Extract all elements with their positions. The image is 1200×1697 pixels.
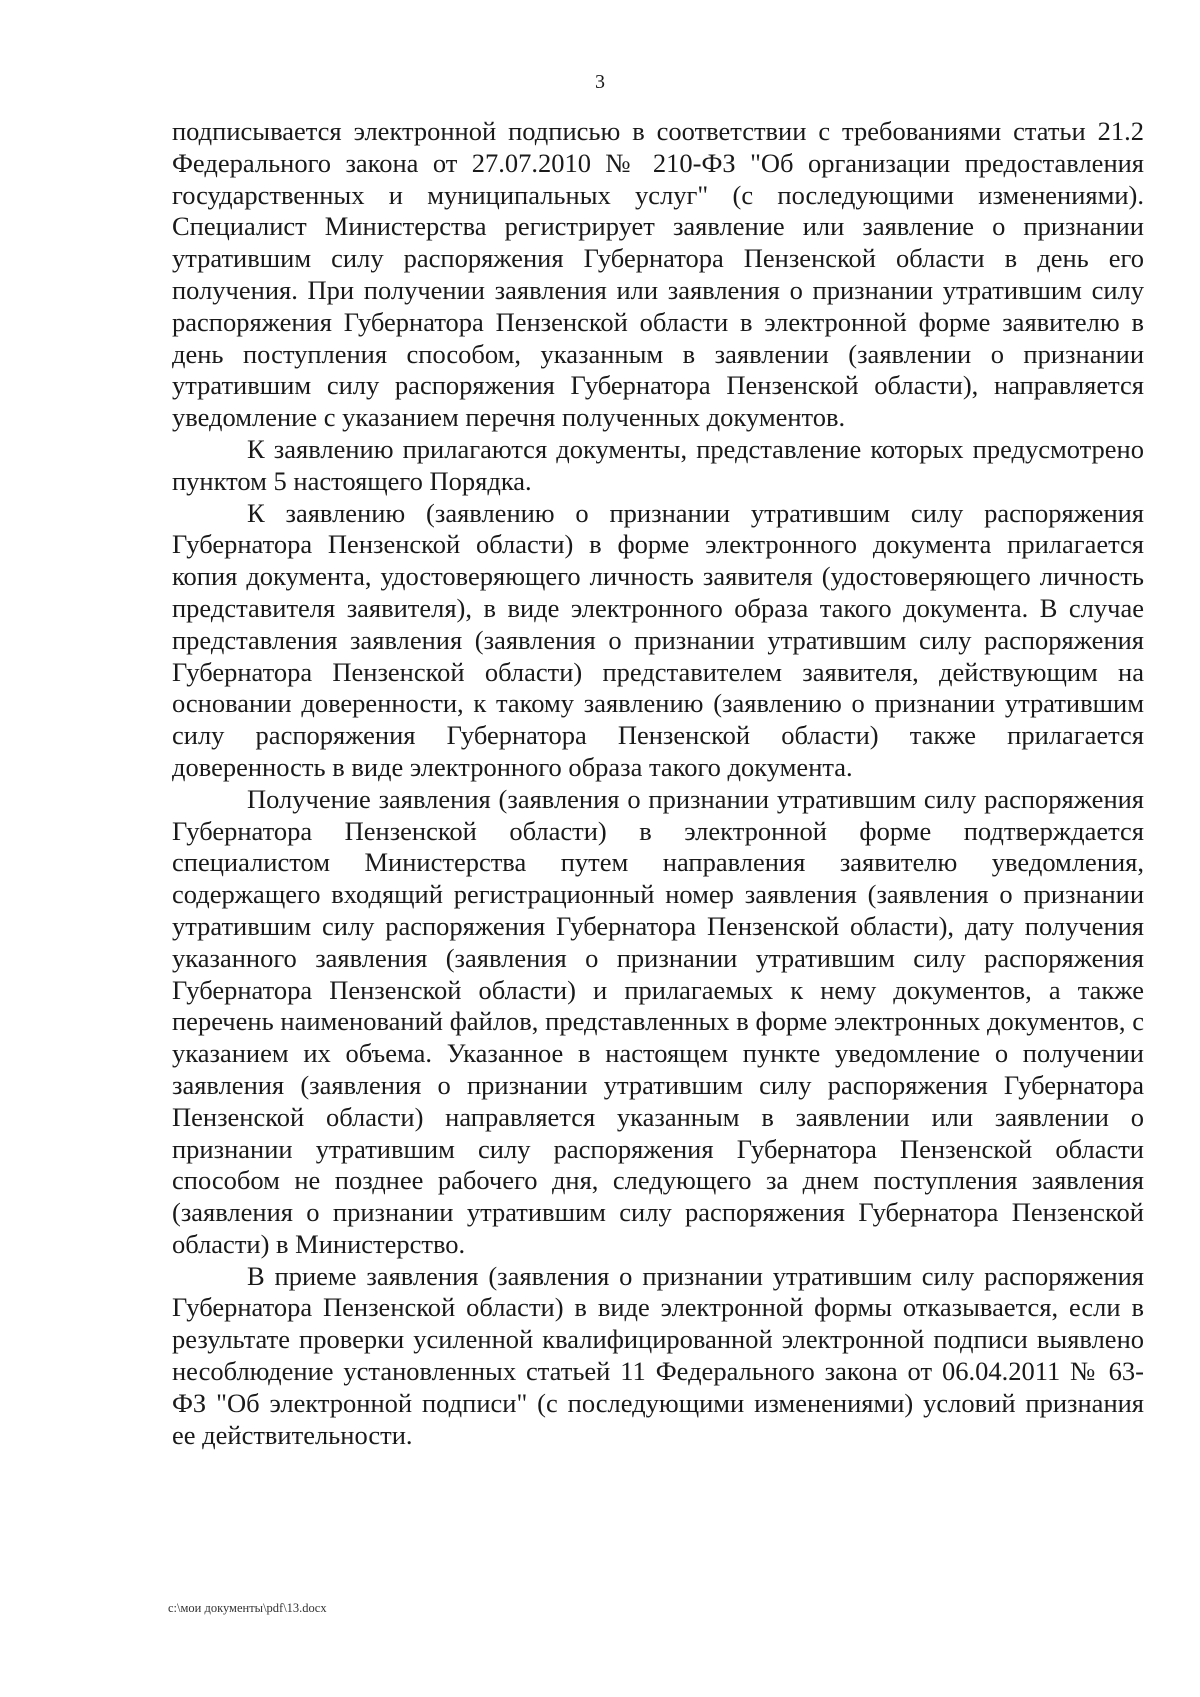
footer-file-path: c:\мои документы\pdf\13.docx (168, 1601, 327, 1615)
paragraph-1: подписывается электронной подписью в соответствии с требованиями статьи 21.2 Федерального закона от 27.07.2010 № 210-ФЗ "Об организации предоставления государственных и муниципальных услуг" (с последующими изменениями). Специалист Министерства регистрирует заявление или заявление о признании утратившим силу распоряжения Губернатора Пензенской области в день его получения. При получении заявления или заявления о признании утратившим силу распоряжения Губернатора Пензенской области в электронной форме заявителю в день поступления способом, указанным в заявлении (заявлении о признании утратившим силу распоряжения Губернатора Пензенской области), направляется уведомление с указанием перечня полученных документов. (172, 116, 1144, 433)
page-number: 3 (595, 71, 605, 93)
paragraph-2: К заявлению прилагаются документы, представление которых предусмотрено пунктом 5 настоящего Порядка. (172, 433, 1144, 496)
paragraph-3: К заявлению (заявлению о признании утратившим силу распоряжения Губернатора Пензенской области) в форме электронного документа прилагается копия документа, удостоверяющего личность заявителя (удостоверяющего личность представителя заявителя), в виде электронного образа такого документа. В случае представления заявления (заявления о признании утратившим силу распоряжения Губернатора Пензенской области) представителем заявителя, действующим на основании доверенности, к такому заявлению (заявлению о признании утратившим силу распоряжения Губернатора Пензенской области) также прилагается доверенность в виде электронного образа такого документа. (172, 497, 1144, 782)
paragraph-4: Получение заявления (заявления о признании утратившим силу распоряжения Губернатора Пензенской области) в электронной форме подтверждается специалистом Министерства путем направления заявителю уведомления, содержащего входящий регистрационный номер заявления (заявления о признании утратившим силу распоряжения Губернатора Пензенской области), дату получения указанного заявления (заявления о признании утратившим силу распоряжения Губернатора Пензенской области) и прилагаемых к нему документов, а также перечень наименований файлов, представленных в форме электронных документов, с указанием их объема. Указанное в настоящем пункте уведомление о получении заявления (заявления о признании утратившим силу распоряжения Губернатора Пензенской области) направляется указанным в заявлении или заявлении о признании утратившим силу распоряжения Губернатора Пензенской области способом не позднее рабочего дня, следующего за днем поступления заявления (заявления о признании утратившим силу распоряжения Губернатора Пензенской области) в Министерство. (172, 783, 1144, 1259)
paragraph-5: В приеме заявления (заявления о признании утратившим силу распоряжения Губернатора Пензенской области) в виде электронной формы отказывается, если в результате проверки усиленной квалифицированной электронной подписи выявлено несоблюдение установленных статьей 11 Федерального закона от 06.04.2011 № 63-ФЗ "Об электронной подписи" (с последующими изменениями) условий признания ее действительности. (172, 1260, 1144, 1450)
document-body (172, 116, 1144, 1451)
